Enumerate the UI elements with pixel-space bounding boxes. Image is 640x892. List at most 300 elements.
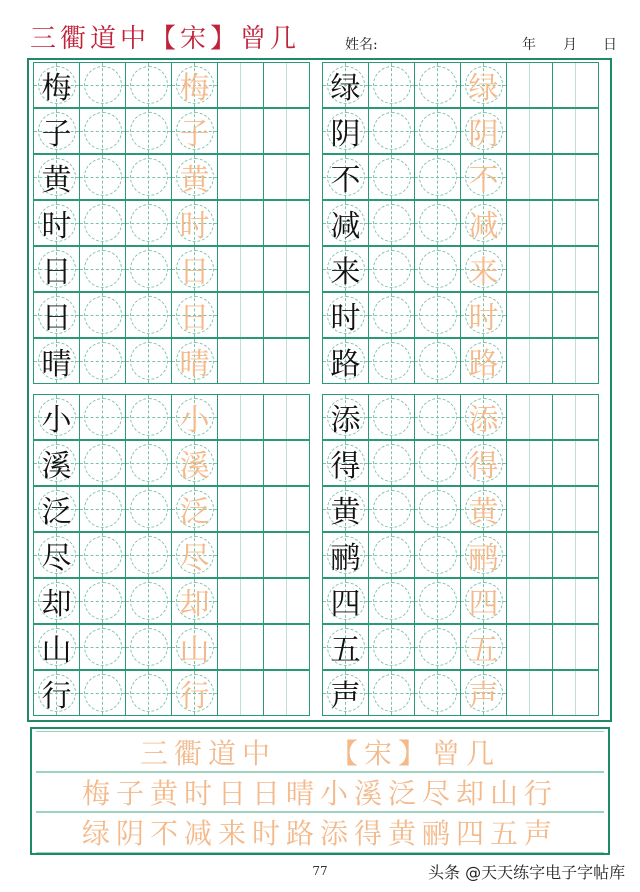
guide-vline [529, 579, 530, 623]
trace-char-cell[interactable] [171, 578, 218, 624]
model-char-cell[interactable] [33, 486, 80, 532]
model-char: 减 [330, 209, 361, 244]
trace-char: 子 [179, 117, 210, 152]
model-char-cell[interactable] [33, 108, 80, 154]
model-char-cell[interactable] [322, 154, 369, 200]
guide-vline [286, 487, 287, 531]
practice-cell[interactable] [552, 486, 599, 532]
practice-cell[interactable] [79, 394, 126, 440]
practice-cell[interactable] [368, 246, 415, 292]
model-char: 时 [41, 209, 72, 244]
trace-char: 却 [179, 587, 210, 622]
guide-vline [102, 339, 103, 383]
practice-cell[interactable] [125, 624, 172, 670]
guide-vline [148, 395, 149, 439]
practice-cell[interactable] [125, 292, 172, 338]
model-char: 不 [330, 163, 361, 198]
trace-char-cell[interactable] [171, 394, 218, 440]
trace-char: 行 [179, 679, 210, 714]
guide-vline [575, 487, 576, 531]
model-char: 山 [41, 633, 72, 668]
practice-cell[interactable] [506, 62, 553, 108]
practice-cell[interactable] [368, 154, 415, 200]
trace-char-cell[interactable] [171, 440, 218, 486]
practice-cell[interactable] [506, 440, 553, 486]
guide-vline [575, 293, 576, 337]
guide-vline [286, 293, 287, 337]
guide-vline [102, 201, 103, 245]
guide-vline [437, 625, 438, 669]
trace-char-cell[interactable] [171, 670, 218, 716]
practice-cell[interactable] [217, 670, 264, 716]
name-label: 姓名: [345, 37, 378, 53]
practice-row [322, 486, 604, 532]
practice-cell[interactable] [368, 624, 415, 670]
practice-cell[interactable] [506, 292, 553, 338]
practice-cell[interactable] [217, 108, 264, 154]
model-char: 路 [330, 347, 361, 382]
practice-cell[interactable] [506, 246, 553, 292]
guide-vline [286, 201, 287, 245]
practice-cell[interactable] [414, 246, 461, 292]
practice-row [33, 292, 315, 338]
trace-char: 得 [468, 449, 499, 484]
trace-char-cell[interactable] [171, 246, 218, 292]
trace-char: 鹂 [468, 541, 499, 576]
model-char-cell[interactable] [33, 154, 80, 200]
guide-vline [391, 487, 392, 531]
practice-row [33, 394, 315, 440]
practice-cell[interactable] [263, 532, 310, 578]
guide-vline [102, 293, 103, 337]
practice-cell[interactable] [414, 292, 461, 338]
guide-vline [529, 487, 530, 531]
practice-cell[interactable] [125, 578, 172, 624]
practice-cell[interactable] [414, 440, 461, 486]
practice-cell[interactable] [368, 292, 415, 338]
practice-cell[interactable] [552, 200, 599, 246]
practice-cell[interactable] [79, 670, 126, 716]
model-char-cell[interactable] [33, 578, 80, 624]
practice-cell[interactable] [217, 292, 264, 338]
trace-char: 声 [468, 679, 499, 714]
guide-vline [240, 293, 241, 337]
practice-cell[interactable] [506, 394, 553, 440]
guide-vline [240, 339, 241, 383]
practice-cell[interactable] [79, 246, 126, 292]
guide-vline [391, 625, 392, 669]
trace-char: 溪 [179, 449, 210, 484]
trace-char-cell[interactable] [460, 532, 507, 578]
guide-vline [391, 671, 392, 715]
model-char-cell[interactable] [322, 338, 369, 384]
guide-vline [437, 441, 438, 485]
practice-cell[interactable] [552, 670, 599, 716]
practice-cell[interactable] [368, 200, 415, 246]
practice-cell[interactable] [79, 292, 126, 338]
guide-vline [286, 441, 287, 485]
trace-char: 路 [468, 347, 499, 382]
practice-cell[interactable] [125, 200, 172, 246]
practice-cell[interactable] [263, 200, 310, 246]
practice-cell[interactable] [125, 246, 172, 292]
trace-char-cell[interactable] [460, 624, 507, 670]
trace-char-cell[interactable] [460, 292, 507, 338]
guide-vline [286, 155, 287, 199]
model-char-cell[interactable] [322, 440, 369, 486]
date-day-label: 日 [603, 37, 617, 53]
practice-cell[interactable] [79, 338, 126, 384]
practice-row [322, 154, 604, 200]
model-char: 添 [330, 403, 361, 438]
model-char: 来 [330, 255, 361, 290]
practice-cell[interactable] [125, 154, 172, 200]
trace-char-cell[interactable] [460, 108, 507, 154]
practice-cell[interactable] [552, 292, 599, 338]
trace-char-cell[interactable] [171, 292, 218, 338]
summary-title-line [36, 731, 604, 773]
model-char-cell[interactable] [322, 62, 369, 108]
practice-cell[interactable] [552, 578, 599, 624]
model-char: 五 [330, 633, 361, 668]
practice-cell[interactable] [506, 108, 553, 154]
summary-line-2-text: 绿阴不减来时路添得黄鹂四五声 [81, 817, 558, 850]
practice-row [322, 338, 604, 384]
trace-char-cell[interactable] [460, 200, 507, 246]
model-char-cell[interactable] [33, 246, 80, 292]
practice-cell[interactable] [506, 670, 553, 716]
practice-cell[interactable] [368, 108, 415, 154]
poem-summary-box [30, 727, 610, 855]
guide-vline [529, 201, 530, 245]
model-char: 四 [330, 587, 361, 622]
practice-cell[interactable] [217, 578, 264, 624]
trace-char-cell[interactable] [171, 624, 218, 670]
guide-vline [575, 155, 576, 199]
trace-char-cell[interactable] [460, 486, 507, 532]
practice-cell[interactable] [552, 246, 599, 292]
practice-cell[interactable] [552, 394, 599, 440]
practice-cell[interactable] [79, 624, 126, 670]
guide-vline [529, 339, 530, 383]
guide-vline [391, 247, 392, 291]
guide-vline [102, 63, 103, 107]
practice-cell[interactable] [552, 108, 599, 154]
model-char-cell[interactable] [322, 670, 369, 716]
guide-vline [148, 533, 149, 577]
practice-cell[interactable] [368, 670, 415, 716]
guide-vline [148, 487, 149, 531]
practice-cell[interactable] [263, 624, 310, 670]
practice-cell[interactable] [414, 624, 461, 670]
practice-cell[interactable] [414, 338, 461, 384]
practice-cell[interactable] [217, 62, 264, 108]
practice-cell[interactable] [79, 62, 126, 108]
practice-cell[interactable] [125, 394, 172, 440]
guide-vline [240, 155, 241, 199]
practice-cell[interactable] [368, 338, 415, 384]
guide-vline [575, 625, 576, 669]
guide-vline [102, 395, 103, 439]
date-year-label: 年 [522, 37, 536, 53]
guide-vline [529, 395, 530, 439]
model-char: 晴 [41, 347, 72, 382]
practice-cell[interactable] [263, 338, 310, 384]
trace-char-cell[interactable] [171, 108, 218, 154]
trace-char-cell[interactable] [460, 394, 507, 440]
guide-vline [437, 487, 438, 531]
practice-cell[interactable] [217, 246, 264, 292]
trace-char: 晴 [179, 347, 210, 382]
model-char: 小 [41, 403, 72, 438]
practice-cell[interactable] [217, 624, 264, 670]
model-char-cell[interactable] [322, 246, 369, 292]
model-char: 梅 [41, 71, 72, 106]
guide-vline [437, 201, 438, 245]
trace-char-cell[interactable] [171, 532, 218, 578]
practice-cell[interactable] [414, 200, 461, 246]
guide-vline [240, 579, 241, 623]
model-char-cell[interactable] [33, 532, 80, 578]
trace-char-cell[interactable] [171, 200, 218, 246]
practice-cell[interactable] [79, 108, 126, 154]
guide-vline [240, 109, 241, 153]
guide-vline [437, 109, 438, 153]
practice-row [33, 108, 315, 154]
model-char: 得 [330, 449, 361, 484]
model-char: 声 [330, 679, 361, 714]
model-char-cell[interactable] [33, 670, 80, 716]
trace-char: 日 [179, 301, 210, 336]
practice-cell[interactable] [414, 394, 461, 440]
practice-row [33, 532, 315, 578]
model-char-cell[interactable] [322, 578, 369, 624]
trace-char: 梅 [179, 71, 210, 106]
practice-row [33, 62, 315, 108]
practice-row [322, 292, 604, 338]
guide-vline [102, 247, 103, 291]
guide-vline [575, 671, 576, 715]
model-char: 黄 [330, 495, 361, 530]
practice-cell[interactable] [217, 154, 264, 200]
trace-char: 绿 [468, 71, 499, 106]
guide-vline [391, 109, 392, 153]
guide-vline [391, 395, 392, 439]
practice-cell[interactable] [217, 338, 264, 384]
practice-cell[interactable] [506, 578, 553, 624]
guide-vline [529, 63, 530, 107]
practice-row [322, 394, 604, 440]
practice-cell[interactable] [263, 246, 310, 292]
practice-cell[interactable] [79, 486, 126, 532]
guide-vline [529, 441, 530, 485]
practice-cell[interactable] [414, 62, 461, 108]
model-char-cell[interactable] [322, 200, 369, 246]
practice-row [33, 154, 315, 200]
guide-vline [575, 579, 576, 623]
practice-cell[interactable] [414, 532, 461, 578]
guide-vline [148, 155, 149, 199]
trace-char-cell[interactable] [171, 62, 218, 108]
model-char-cell[interactable] [322, 108, 369, 154]
model-char-cell[interactable] [322, 624, 369, 670]
trace-char-cell[interactable] [460, 154, 507, 200]
model-char-cell[interactable] [322, 486, 369, 532]
guide-vline [148, 671, 149, 715]
practice-cell[interactable] [125, 108, 172, 154]
practice-cell[interactable] [368, 62, 415, 108]
practice-cell[interactable] [125, 486, 172, 532]
practice-cell[interactable] [506, 532, 553, 578]
practice-cell[interactable] [263, 108, 310, 154]
practice-cell[interactable] [263, 62, 310, 108]
practice-cell[interactable] [263, 292, 310, 338]
guide-vline [286, 63, 287, 107]
practice-cell[interactable] [506, 154, 553, 200]
practice-cell[interactable] [217, 394, 264, 440]
practice-cell[interactable] [79, 154, 126, 200]
practice-cell[interactable] [217, 532, 264, 578]
practice-cell[interactable] [217, 440, 264, 486]
trace-char: 四 [468, 587, 499, 622]
practice-cell[interactable] [125, 532, 172, 578]
guide-vline [148, 441, 149, 485]
practice-cell[interactable] [552, 624, 599, 670]
practice-cell[interactable] [506, 338, 553, 384]
practice-row [33, 246, 315, 292]
practice-cell[interactable] [125, 670, 172, 716]
guide-vline [529, 155, 530, 199]
model-char: 阴 [330, 117, 361, 152]
model-char-cell[interactable] [33, 440, 80, 486]
practice-cell[interactable] [79, 578, 126, 624]
practice-cell[interactable] [552, 440, 599, 486]
practice-cell[interactable] [263, 394, 310, 440]
trace-char-cell[interactable] [460, 246, 507, 292]
practice-cell[interactable] [217, 486, 264, 532]
practice-cell[interactable] [263, 154, 310, 200]
guide-vline [148, 625, 149, 669]
practice-cell[interactable] [263, 670, 310, 716]
practice-cell[interactable] [263, 440, 310, 486]
guide-vline [391, 339, 392, 383]
practice-cell[interactable] [552, 532, 599, 578]
practice-cell[interactable] [552, 154, 599, 200]
trace-char-cell[interactable] [460, 440, 507, 486]
practice-row [33, 440, 315, 486]
practice-cell[interactable] [414, 108, 461, 154]
trace-char: 小 [179, 403, 210, 438]
guide-vline [437, 339, 438, 383]
trace-char-cell[interactable] [460, 338, 507, 384]
practice-cell[interactable] [414, 154, 461, 200]
trace-char-cell[interactable] [460, 62, 507, 108]
guide-vline [529, 625, 530, 669]
page-number: 77 [312, 864, 328, 878]
guide-vline [391, 579, 392, 623]
trace-char-cell[interactable] [460, 670, 507, 716]
practice-cell[interactable] [125, 440, 172, 486]
model-char: 日 [41, 255, 72, 290]
model-char: 泛 [41, 495, 72, 530]
practice-cell[interactable] [414, 486, 461, 532]
practice-cell[interactable] [368, 578, 415, 624]
practice-cell[interactable] [368, 532, 415, 578]
model-char-cell[interactable] [33, 338, 80, 384]
trace-char: 山 [179, 633, 210, 668]
guide-vline [286, 671, 287, 715]
practice-cell[interactable] [79, 200, 126, 246]
model-char: 却 [41, 587, 72, 622]
guide-vline [148, 63, 149, 107]
practice-cell[interactable] [79, 532, 126, 578]
guide-vline [575, 109, 576, 153]
guide-vline [240, 671, 241, 715]
practice-cell[interactable] [125, 62, 172, 108]
practice-row [33, 338, 315, 384]
practice-row [322, 62, 604, 108]
model-char-cell[interactable] [322, 532, 369, 578]
practice-cell[interactable] [552, 62, 599, 108]
model-char-cell[interactable] [33, 292, 80, 338]
guide-vline [575, 395, 576, 439]
practice-cell[interactable] [414, 578, 461, 624]
practice-cell[interactable] [506, 486, 553, 532]
practice-cell[interactable] [368, 394, 415, 440]
model-char-cell[interactable] [322, 292, 369, 338]
practice-cell[interactable] [368, 440, 415, 486]
guide-vline [529, 533, 530, 577]
guide-vline [102, 533, 103, 577]
guide-vline [391, 201, 392, 245]
trace-char: 日 [179, 255, 210, 290]
guide-vline [240, 441, 241, 485]
trace-char-cell[interactable] [171, 154, 218, 200]
trace-char-cell[interactable] [171, 486, 218, 532]
model-char-cell[interactable] [322, 394, 369, 440]
practice-cell[interactable] [368, 486, 415, 532]
guide-vline [437, 579, 438, 623]
guide-vline [286, 395, 287, 439]
practice-cell[interactable] [125, 338, 172, 384]
trace-char-cell[interactable] [460, 578, 507, 624]
guide-vline [240, 247, 241, 291]
practice-cell[interactable] [79, 440, 126, 486]
practice-cell[interactable] [217, 200, 264, 246]
guide-vline [437, 671, 438, 715]
trace-char: 不 [468, 163, 499, 198]
guide-vline [102, 625, 103, 669]
model-char-cell[interactable] [33, 200, 80, 246]
trace-char-cell[interactable] [171, 338, 218, 384]
practice-row [33, 486, 315, 532]
guide-vline [529, 247, 530, 291]
practice-cell[interactable] [552, 338, 599, 384]
model-char-cell[interactable] [33, 624, 80, 670]
model-char-cell[interactable] [33, 394, 80, 440]
practice-cell[interactable] [506, 624, 553, 670]
model-char-cell[interactable] [33, 62, 80, 108]
practice-cell[interactable] [414, 670, 461, 716]
practice-cell[interactable] [263, 486, 310, 532]
practice-cell[interactable] [263, 578, 310, 624]
guide-vline [240, 533, 241, 577]
guide-vline [437, 63, 438, 107]
model-char: 行 [41, 679, 72, 714]
guide-vline [575, 63, 576, 107]
practice-cell[interactable] [506, 200, 553, 246]
model-char: 溪 [41, 449, 72, 484]
